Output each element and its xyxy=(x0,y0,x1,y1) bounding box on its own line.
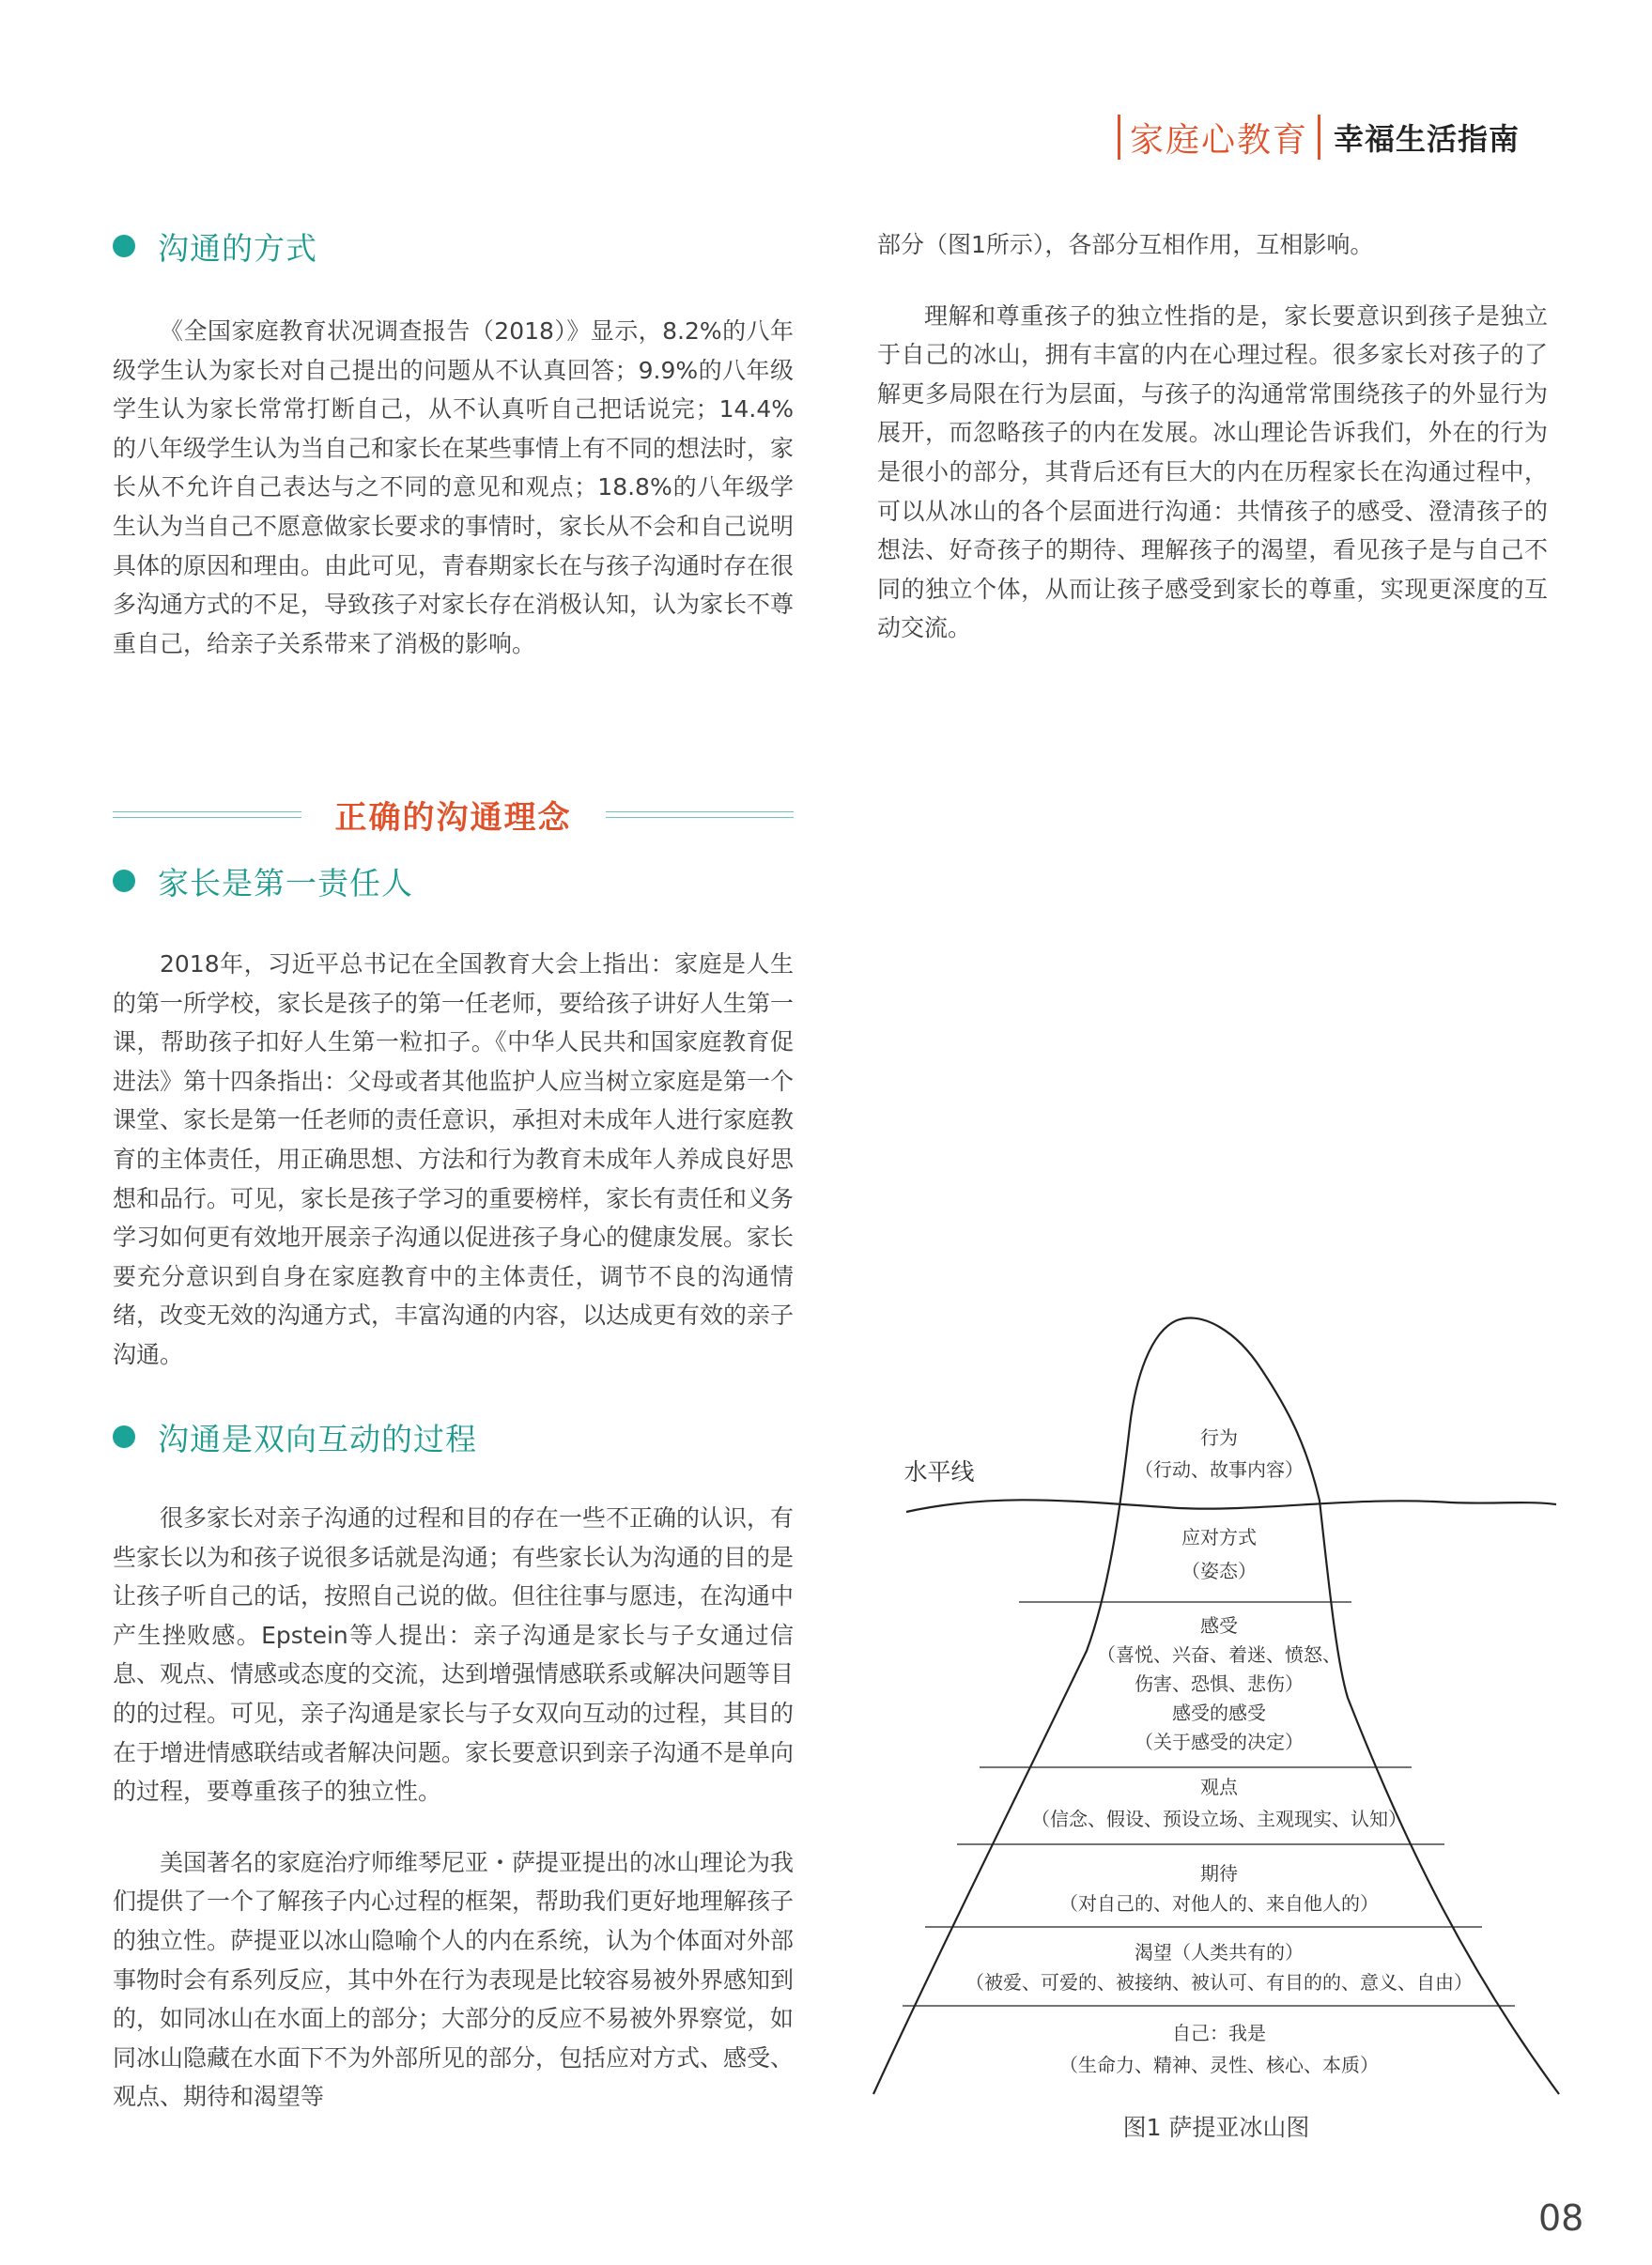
layer-behavior-title: 行为 xyxy=(1200,1426,1238,1449)
layer-perceptions-title: 观点 xyxy=(1200,1776,1238,1798)
paragraph: 理解和尊重孩子的独立性指的是，家长要意识到孩子是独立于自己的冰山，拥有丰富的内在心理过程。很多家长对孩子的了解更多局限在行为层面，与孩子的沟通常常围绕孩子的外显行为展开，而忽略孩子的内在发展。冰山理论告诉我们，外在的行为是很小的部分，其背后还有巨大的内在历程家长在沟通过程中，可以从冰山的各个层面进行沟通：共情孩子的感受、澄清孩子的想法、好奇孩子的期待、理解孩子的渴望，看见孩子是与自己不同的独立个体，从而让孩子感受到家长的尊重，实现更深度的互动交流。 xyxy=(877,301,1548,642)
layer-expectations-detail: （对自己的、对他人的、来自他人的） xyxy=(1059,1892,1379,1915)
section-responsible xyxy=(113,853,794,1375)
heading-rule-right xyxy=(606,811,795,818)
header-divider-right xyxy=(1318,115,1320,160)
chapter-heading xyxy=(113,781,794,847)
chapter-title: 正确的沟通理念 xyxy=(334,798,572,837)
paragraph: 部分（图1所示），各部分互相作用，互相影响。 xyxy=(877,231,1374,258)
paragraph: 《全国家庭教育状况调查报告（2018）》显示，8.2%的八年级学生认为家长对自己提出的问题从不认真回答；9.9%的八年级学生认为家长常常打断自己，从不认真听自己把话说完；14.4%的八年级学生认为当自己和家长在某些事情上有不同的想法时，家长从不允许自己表达与之不同的意见和观点；18.8%的八年级学生认为当自己不愿意做家长要求的事情时，家长从不会和自己说明具体的原因和理由。由此可见，青春期家长在与孩子沟通时存在很多沟通方式的不足，导致孩子对家长存在消极认知，认为家长不尊重自己，给亲子关系带来了消极的影响。 xyxy=(113,317,795,657)
bullet-dot-icon xyxy=(113,235,135,257)
waterline-label: 水平线 xyxy=(903,1458,975,1486)
figure-caption: 图1 萨提亚冰山图 xyxy=(1122,2114,1310,2141)
layer-feelings-meta: 感受的感受 xyxy=(1172,1702,1266,1724)
page-number: 08 xyxy=(1538,2197,1584,2239)
layer-feelings-meta-detail: （关于感受的决定） xyxy=(1135,1731,1304,1753)
layer-feelings-detail-1: （喜悦、兴奋、着迷、愤怒、 xyxy=(1097,1643,1341,1666)
layer-feelings-detail-2: 伤害、恐惧、悲伤） xyxy=(1135,1672,1304,1695)
bullet-dot-icon xyxy=(113,870,135,892)
layer-yearnings-title: 渴望（人类共有的） xyxy=(1135,1941,1304,1964)
section-way xyxy=(113,218,794,663)
section-twoway-continued xyxy=(877,225,1548,648)
header-brand: 幸福生活指南 xyxy=(1334,121,1521,157)
bullet-dot-icon xyxy=(113,1425,135,1448)
section-heading xyxy=(113,853,794,909)
section-title: 沟通是双向互动的过程 xyxy=(158,1420,477,1457)
iceberg-diagram xyxy=(869,1303,1564,2102)
layer-expectations-title: 期待 xyxy=(1200,1862,1238,1885)
section-heading xyxy=(113,1409,794,1465)
layer-coping-detail: （姿态） xyxy=(1181,1560,1257,1582)
layer-self-detail: （生命力、精神、灵性、核心、本质） xyxy=(1059,2054,1379,2076)
paragraph: 美国著名的家庭治疗师维琴尼亚・萨提亚提出的冰山理论为我们提供了一个了解孩子内心过程的框架，帮助我们更好地理解孩子的独立性。萨提亚以冰山隐喻个人的内在系统，认为个体面对外部事物时会有系列反应，其中外在行为表现是比较容易被外界感知到的，如同冰山在水面上的部分；大部分的反应不易被外界察觉，如同冰山隐藏在水面下不为外部所见的部分，包括应对方式、感受、观点、期待和渴望等 xyxy=(113,1848,795,2111)
page-header xyxy=(1118,109,1520,165)
layer-coping-title: 应对方式 xyxy=(1181,1526,1257,1549)
layer-behavior-detail: （行动、故事内容） xyxy=(1135,1458,1304,1481)
layer-perceptions-detail: （信念、假设、预设立场、主观现实、认知） xyxy=(1031,1808,1407,1830)
section-title: 沟通的方式 xyxy=(158,229,317,267)
header-divider-left xyxy=(1118,115,1120,160)
section-twoway xyxy=(113,1409,794,2117)
section-heading xyxy=(113,218,794,274)
section-title: 家长是第一责任人 xyxy=(158,864,413,901)
layer-yearnings-detail: （被爱、可爱的、被接纳、被认可、有目的的、意义、自由） xyxy=(965,1971,1473,1994)
waterline xyxy=(906,1500,1556,1512)
paragraph: 2018年，习近平总书记在全国教育大会上指出：家庭是人生的第一所学校，家长是孩子的第一任老师，要给孩子讲好人生第一课，帮助孩子扣好人生第一粒扣子。《中华人民共和国家庭教育促进法》第十四条指出：父母或者其他监护人应当树立家庭是第一个课堂、家长是第一任老师的责任意识，承担对未成年人进行家庭教育的主体责任，用正确思想、方法和行为教育未成年人养成良好思想和品行。可见，家长是孩子学习的重要榜样，家长有责任和义务学习如何更有效地开展亲子沟通以促进孩子身心的健康发展。家长要充分意识到自身在家庭教育中的主体责任，调节不良的沟通情绪，改变无效的沟通方式，丰富沟通的内容，以达成更有效的亲子沟通。 xyxy=(113,950,795,1368)
paragraph: 很多家长对亲子沟通的过程和目的存在一些不正确的认识，有些家长以为和孩子说很多话就是沟通；有些家长认为沟通的目的是让孩子听自己的话，按照自己说的做。但往往事与愿违，在沟通中产生挫败感。Epstein等人提出：亲子沟通是家长与子女通过信息、观点、情感或态度的交流，达到增强情感联系或解决问题等目的的过程。可见，亲子沟通是家长与子女双向互动的过程，其目的在于增进情感联结或者解决问题。家长要意识到亲子沟通不是单向的过程，要尊重孩子的独立性。 xyxy=(113,1504,795,1806)
layer-feelings-title: 感受 xyxy=(1200,1614,1238,1637)
layer-self-title: 自己：我是 xyxy=(1172,2022,1266,2044)
header-section: 家庭心教育 xyxy=(1130,120,1309,160)
heading-rule-left xyxy=(113,811,301,818)
